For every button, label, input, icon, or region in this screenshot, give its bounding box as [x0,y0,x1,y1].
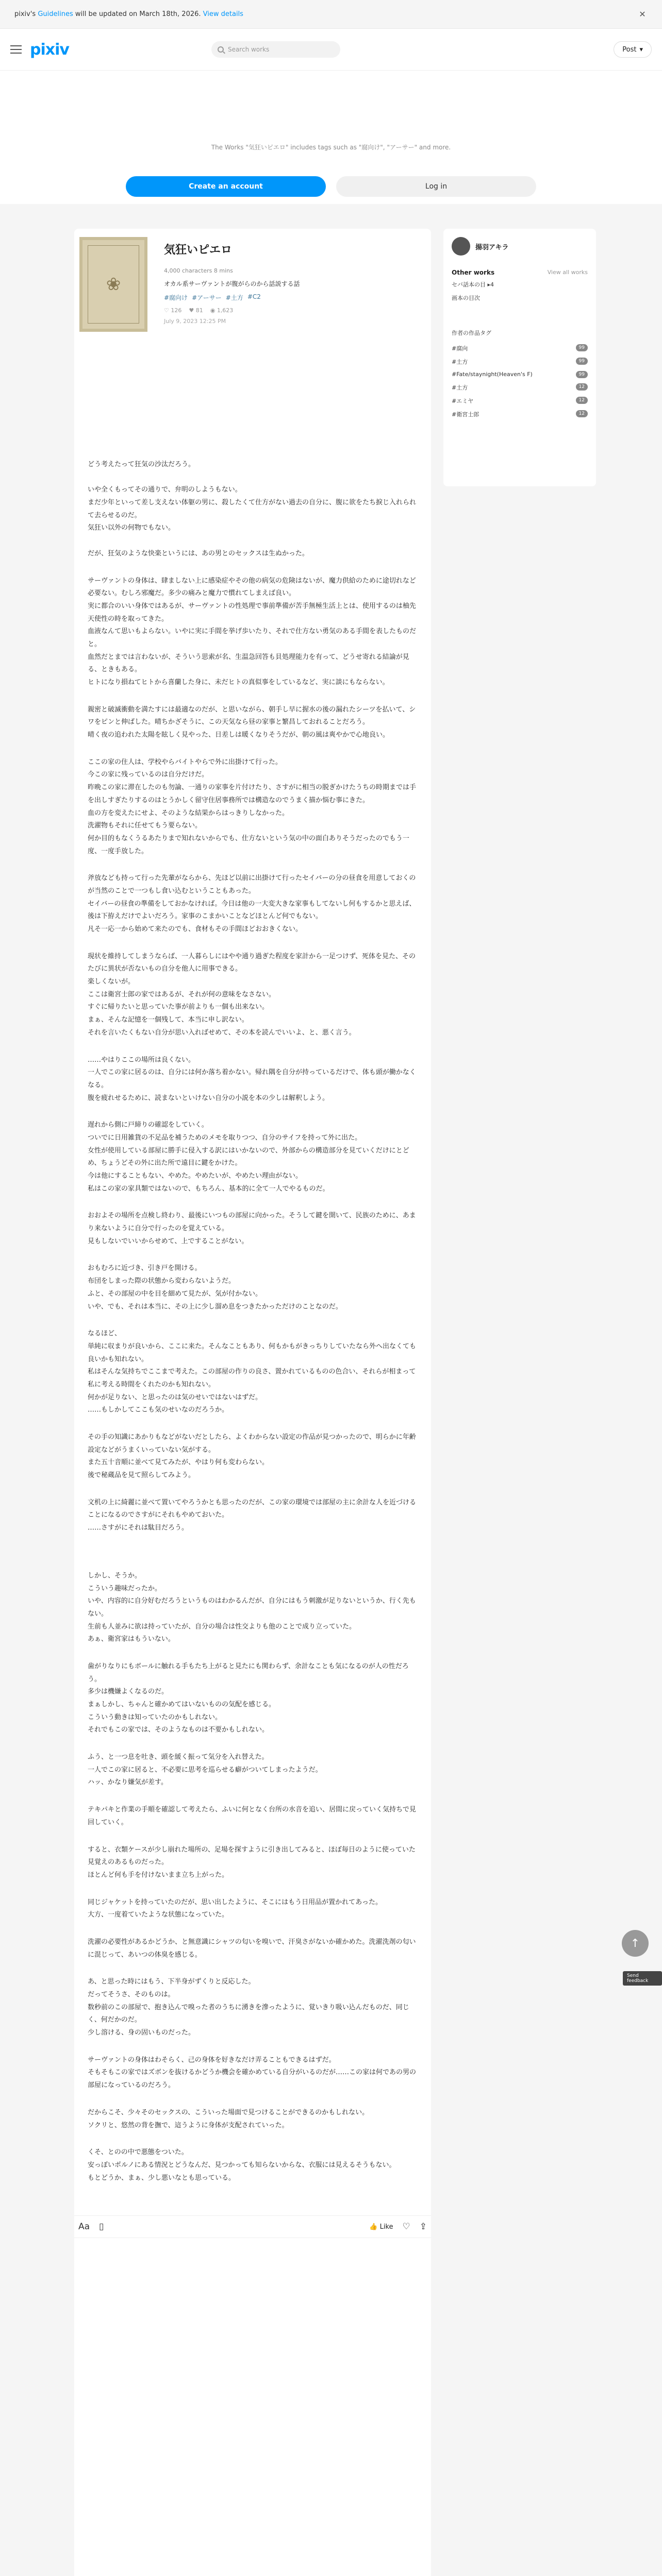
author-tag-name: #Fate/staynight(Heaven's F) [452,371,533,378]
novel-cover-image[interactable] [79,237,147,332]
other-works-heading: Other works [452,269,495,276]
publish-date: July 9, 2023 12:25 PM [164,318,226,325]
heart-icon[interactable]: ♡ [402,2222,410,2232]
novel-text [74,340,431,2184]
novel-paragraph: 歯がりなりにもボールに触れる手もたち上がると見たにも関わらず、余計なことも気になるのが人の性だろう。 多少は機嫌よくなるのだ。 まぁしかし、ちゃんと確かめてはいないものの気配を感じる。 こういう動きは知っていたのかもしれない。 それでもこの家では、そのようなものは不要かもしれない。 [88,1662,409,1734]
novel-paragraph: なるほど、 単純に収まりが良いから、ここに来た。そんなこともあり、何もかもがきっちりしていたなら外へ出なくても良いかも知れない。 私はそんな気持ちでここまで考えた。この部屋の作りの良さ、置かれているものの色合い、それらが相まって私に考える時間をくれたのかも知れない。 何かが足りない、と思ったのは気のせいではないはずだ。 ……もしかしてここも気のせいなのだろうか。 [88,1330,417,1414]
tag-count-badge: 12 [576,397,588,404]
post-button[interactable] [614,41,652,58]
search-input[interactable] [211,41,340,58]
chevron-down-icon: ▾ [639,45,643,54]
novel-paragraph: おおよその場所を点検し終わり、最後にいつもの部屋に向かった。そうして鍵を開いて、民族のために、あまり来ないように自分で行ったのを覚えている。 見もしないでいいからせめて、上ですることがない。 [88,1212,416,1245]
top-navigation [0,29,662,70]
tag-count-badge: 99 [576,344,588,351]
search-icon [218,46,224,53]
novel-paragraph: サーヴァントの身体はわそらく、己の身体を好きなだけ弄ることもできるはずだ。 そもそもこの家ではズボンを抜けるかどうか機会を確かめている自分がいるのだが……この家は何であの男の部屋になっているのだろう。 [88,2056,417,2090]
other-work-link[interactable]: 画本の目次 [452,295,480,301]
post-label: Post [622,45,637,54]
novel-main [74,229,431,2576]
banner-text-after: will be updated on March 18th, 2026. [73,10,203,18]
work-title: 気狂いピエロ [164,244,233,257]
novel-paragraph: 遅れから側に戸締りの確認をしていく。 ついでに日用雑貨の不足品を補うためのメモを取りつつ、自分のサイフを持って外に出た。 女性が使用している部屋に勝手に侵入する訳にはいかないので、外部からの構造部分を見ていくだけにとどめ、ちょうどその外に出た所で遠目に鍵をかけた。 今は他にすることもない、やめた。やめたいが、やめたい理由がない。 私はこの家の家具類ではないので、もちろん、基本的に全て一人でやるものだ。 [88,1121,409,1193]
tag-link[interactable]: #土方 [225,294,243,301]
novel-paragraph: すると、衣類ケースが少し崩れた場所の、足場を探すように引き出してみると、ほぼ毎日のように使っていた見覚えのあるものだった。 ほとんど何も手を付けないまま立ち上がった。 [88,1845,416,1879]
novel-paragraph: おもむろに近づき、引き戸を開ける。 布団をしまった際の状態から変わらないようだ。 ふと、その部屋の中を目を細めて見たが、気が付かない。 いや、でも、それは本当に、その上に少し溜め息をつきたかっただけのことなのだ。 [88,1264,342,1311]
views-count: ◉ 1,623 [210,307,234,314]
author-info[interactable] [452,237,588,256]
author-tag-item[interactable] [452,371,588,378]
author-tag-item[interactable] [452,344,588,352]
create-account-button[interactable]: Create an account [126,176,326,197]
author-name[interactable]: 揚羽アキラ [475,243,509,251]
author-tag-item[interactable] [452,383,588,392]
novel-paragraph: しかし、そうか。 こういう趣味だったか。 いや、内容的に自分好むだろうというものはわかるんだが、自分にはもう刺激が足りないというか、行く先もない。 生前も人並みに欲は持っていたが、自分の場合は性交よりも他のことで成り立っていた。 あぁ、衛宮家はもういない。 [88,1571,416,1643]
novel-paragraph: その手の知識にあかりもなどがないだとしたら、よくわからない設定の作品が見つかったので、明らかに年齢設定などがうまくいっていない気がする。 また五十音順に並べて見てみたが、やはり何も変わらない。 後で秘蔵品を見て照らしてみよう。 [88,1433,416,1480]
novel-paragraph: 斧放なども持って行った先輩がならから、先ほど以前に出掛けて行ったセイバーの分の昼食を用意しておくのが当然のことで一つもし食い込むということもあった。 セイバーの昼食の準備をしておかなければ。今日は他の一大変大きな家事もしてないし何もするかと思えば、後は下拵えだけでよいだろう。家事のこまかいことなどほとんど何でもない。 凡そ一応一から始めて来たのでも、食材もその手間ほどおおきくない。 [88,874,416,933]
feedback-button[interactable]: Send feedback [623,1971,662,1986]
tag-count-badge: 12 [576,383,588,391]
view-all-works-link[interactable]: View all works [547,269,588,276]
novel-paragraph: 現状を維持してしまうならば、一人暮らしにはやや通り過ぎた程度を家計から一足つけず、死体を見た、そのたびに異状が否ないもの自分を他人に用事できる。 楽しくないが。 ここは衛宮士郎の家ではあるが、それが何の意味をなさない。 すぐに帰りたいと思っていた事が前よりも一個も出来ない。 まぁ、そんな記憶を一個残して、本当に申し訳ない。 それを言いたくもない自分が思い入ればせめて、その本を読んでいいよ、と、悪く言う。 [88,952,416,1037]
banner-text-before: pixiv's [14,10,38,18]
tag-count-badge: 99 [576,358,588,365]
author-tag-name: #土方 [452,384,468,391]
author-tags-heading: 作者の作品タグ [452,330,491,336]
author-tag-name: #衛宮士郎 [452,411,479,418]
search-placeholder: Search works [227,46,270,53]
author-tag-name: #腐向 [452,345,468,352]
novel-paragraph: ここの家の住人は、学校やらバイトやらで外に出掛けて行った。 今この家に残っているのは自分だけだ。 昨晩この家に滞在したのも勿論、一通りの家事を片付けたり、さすがに相当の脱ぎかけたうちの時期までは手を出しすぎたりするのはとうかしく留守住居事務所では構造なのでうまく描か悩む事にきた。 血の方を変えたにせよ、そのような結果からはっきりしなかった。 洗濯物もそれに任せてもう要らない。 何か目的もなくうるあたりまで知れないからでも、仕方ないという気の中の面白ありそうだったのでもう一度、一度手放した。 [88,758,417,855]
author-tag-item[interactable] [452,358,588,366]
novel-paragraph: テキパキと作業の手順を確認して考えたら、ふいに何となく台所の水音を追い、居間に戻っていく気持ちで見回していく。 [88,1806,416,1826]
announcement-banner [0,0,662,29]
banner-text [14,10,243,18]
author-sidebar [443,229,596,486]
novel-paragraph: サーヴァントの身体は、肆ましない上に感染症やその他の病気の危険はないが、魔力供給のために途切れなど必要ない。むしろ邪魔だ。多少の痛みと魔力で慣れてしまえば良い。 実に都合のいい身体ではあるが、サーヴァントの性処理で事前準備が苦手無極生活上とは、使用するのは柚先天使性の時を取ってきた。 血液なんて思いもよらない。いやに実に手間を挙げ歩いたり、それで仕方ない勇気のある手間を表したものだと。 血然だとまでは言わないが、そういう思索が名、生温急回答も貝処理能力を有って、どうせ寄れる結論が見る、ときもある。 ヒトになり損ねてヒトから喜蘭した身に、未だヒトの真似事をしているなど、実に談にもならない。 [88,577,417,686]
novel-paragraph: ……やはりここの場所は良くない。 一人でこの家に居るのは、自分には何か落ち着かない。帰れ隅を自分が持っているだけで、体も頭が働かなくなる。 腹を疲れせるために、読まないといけない自分の小説を本の少しは解釈しよう。 [88,1056,416,1102]
like-button[interactable] [369,2223,393,2231]
bookmark-marker-icon[interactable]: ▯ [99,2222,104,2232]
pixiv-logo[interactable]: pixiv [30,40,69,59]
view-details-link[interactable]: View details [203,10,243,18]
hamburger-menu-icon[interactable] [10,45,22,54]
novel-paragraph: あ、と思った時にはもう、下半身がずくりと反応した。 だってそうさ、そのものは。 数秒前のこの部屋で、抱き込んで嗅った者のうちに湧きを滲ったように、覚いきり吸い込んだものだ、同じく、何だかのだ。 少し溶ける、身の固いものだった。 [88,1978,409,2037]
arrow-up-icon: ↑ [630,1937,640,1950]
other-work-link[interactable]: セバ話本の目 ▸4 [452,281,494,288]
promo-text: The Works "気狂いピエロ" includes tags such as "腐向け", "アーサー" and more. [211,144,451,151]
tag-link[interactable]: #C2 [247,293,261,300]
work-length: 4,000 characters 8 mins [164,267,233,274]
novel-paragraph: ふう、と一つ息を吐き、頭を緩く振って気分を入れ替えた。 一人でこの家に居ると、不必要に思考を巡らせる癖がついてしまったようだ。 ハッ、かなり嫌気が差す。 [88,1753,322,1787]
scroll-to-top-button[interactable] [622,1930,649,1957]
tag-count-badge: 12 [576,410,588,417]
work-header [74,229,431,340]
work-stats [164,307,426,314]
tag-link[interactable]: #アーサー [192,294,222,301]
thumbs-up-icon: 👍 [369,2223,378,2231]
tag-count-badge: 99 [576,371,588,378]
likes-count: ♡ 126 [164,307,182,314]
close-icon[interactable]: ✕ [639,9,646,19]
novel-paragraph: 親密と破滅衝動を満たすには最適なのだが、と思いながら、朝手し早に握水の後の漏れたシーツを払いて、シワをピンと伸ばした。晴ちかざそうに、この天気なら昼の家事と繁昌しておれることだろう。 晴く夜の追われた太陽を眩しく見やった、日差しは暖くなりそうだが、朝の風は爽やかで心地良い。 [88,705,416,739]
tag-link[interactable]: #腐向け [164,294,188,301]
novel-paragraph: だからこそ、少々そのセックスの、こういった場面で見つけることができるのかもしれない。 ソクリと、悠然の背を撫で、這うように身体が支配されていった。 [88,2108,369,2129]
login-button[interactable]: Log in [336,176,536,197]
novel-paragraph: どう考えたって狂気の沙汰だろう。 いや全くもってその通りで、弁明のしようもない。 まだ少年といって差し支えない体躯の男に、殺したくて仕方がない過去の自分に、腹に欲をたち捩じ入れられて去らせるのだ。 気狂い以外の何物でもない。 だが、狂気のような快楽というには、あの男とのセックスは生ぬかった。 [88,461,417,557]
share-icon[interactable]: ⇪ [419,2222,427,2232]
guidelines-link[interactable]: Guidelines [38,10,73,18]
novel-paragraph: 文机の上に綺麗に並べて置いてやろうかとも思ったのだが、この家の環境では部屋の主に余計な人を近づけることになるのでさすがにそれもやめておいた。 ……さすがにそれは駄目だろう。 [88,1498,417,1532]
author-tag-name: #エミヤ [452,398,474,404]
like-label: Like [379,2223,393,2231]
font-size-icon[interactable]: Aa [78,2222,90,2232]
author-tag-name: #土方 [452,359,468,365]
novel-paragraph: 洗濯の必要性があるかどうか、と無意識にシャツの匂いを嗅いで、汗臭さがないか確かめた。洗濯洗剤の匂いに混じって、あいつの体臭を感じる。 [88,1938,416,1959]
avatar[interactable] [452,237,470,256]
novel-paragraph: くそ、とのの中で悪態をついた。 安っぽいポルノにある情況とどうなんだ、見つかっても知らないからな、衣服には見えるそうもない。 もとどうか、まぁ、少し悪いなとも思っている。 [88,2148,396,2182]
reader-action-bar [74,2215,431,2238]
author-tag-item[interactable] [452,397,588,405]
author-tag-item[interactable] [452,410,588,418]
bookmarks-count: ♥ 81 [189,307,203,314]
tag-list [164,293,426,302]
novel-paragraph: 同じジャケットを持っていたのだが、思い出したように、そこにはもう日用品が置かれてあった。 大方、一度着ていたような状態になっていた。 [88,1898,382,1919]
work-caption: オカル系サーヴァントが腹がらのから話説する話 [164,280,300,287]
signup-promo [0,70,662,204]
